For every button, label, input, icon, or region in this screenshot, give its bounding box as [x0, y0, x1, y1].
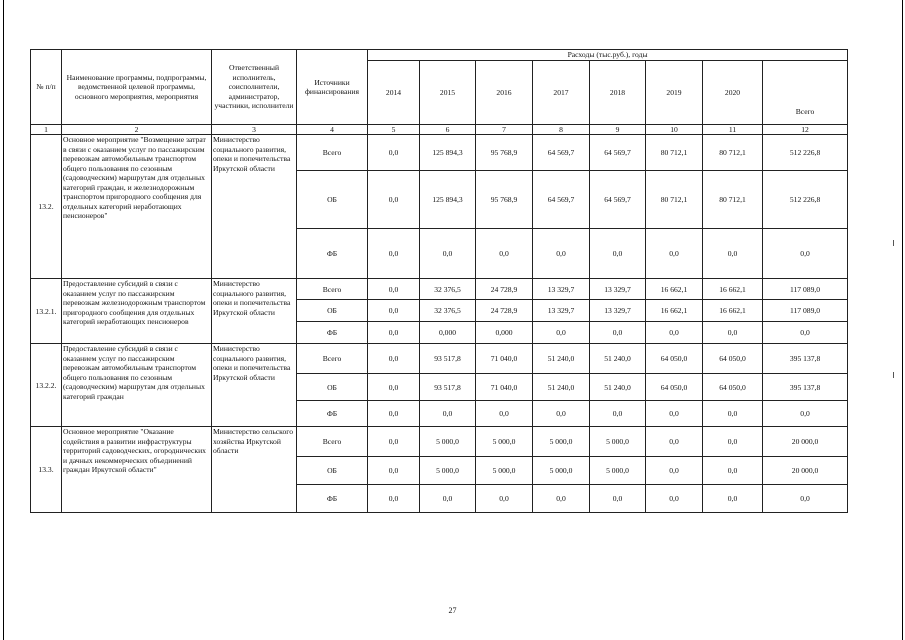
- column-index: 1: [31, 125, 62, 135]
- value-cell: 5 000,0: [590, 457, 646, 485]
- funding-source: ФБ: [297, 229, 368, 279]
- funding-source: Всего: [297, 427, 368, 457]
- table-row: [31, 135, 848, 171]
- value-cell: 5 000,0: [476, 427, 533, 457]
- funding-source: ФБ: [297, 401, 368, 427]
- value-cell: 80 712,1: [646, 171, 703, 229]
- value-cell: 51 240,0: [533, 344, 590, 374]
- value-cell: 64 569,7: [533, 135, 590, 171]
- value-cell: 0,0: [476, 401, 533, 427]
- table-row: [31, 279, 848, 300]
- header-year: 2018: [590, 61, 646, 125]
- value-cell: 20 000,0: [763, 457, 848, 485]
- value-cell: 5 000,0: [533, 427, 590, 457]
- value-cell: 0,0: [763, 401, 848, 427]
- value-cell: 0,0: [703, 457, 763, 485]
- header-name: Наименование программы, подпрограммы, ведомственной целевой программы, основного мероприятия, мероприятия: [62, 50, 212, 125]
- value-cell: 13 329,7: [590, 300, 646, 322]
- row-responsible: Министерство социального развития, опеки и попечительства Иркутской области: [212, 279, 297, 344]
- value-cell: 64 569,7: [590, 171, 646, 229]
- value-cell: 16 662,1: [646, 279, 703, 300]
- header-year: 2019: [646, 61, 703, 125]
- value-cell: 64 050,0: [703, 344, 763, 374]
- value-cell: 13 329,7: [533, 300, 590, 322]
- funding-source: ОБ: [297, 457, 368, 485]
- row-responsible: Министерство социального развития, опеки и попечительства Иркутской области: [212, 344, 297, 427]
- value-cell: 0,0: [420, 229, 476, 279]
- scan-margin-mark: [893, 240, 894, 246]
- value-cell: 13 329,7: [533, 279, 590, 300]
- value-cell: 80 712,1: [703, 171, 763, 229]
- value-cell: 64 569,7: [590, 135, 646, 171]
- value-cell: 0,0: [368, 322, 420, 344]
- value-cell: 0,0: [420, 401, 476, 427]
- value-cell: 93 517,8: [420, 374, 476, 401]
- value-cell: 5 000,0: [476, 457, 533, 485]
- value-cell: 95 768,9: [476, 171, 533, 229]
- header-responsible: Ответственный исполнитель, соисполнители, администратор, участники, исполнители: [212, 50, 297, 125]
- value-cell: 0,0: [763, 229, 848, 279]
- value-cell: 0,0: [646, 427, 703, 457]
- row-number: 13.2.1.: [31, 279, 62, 344]
- value-cell: 51 240,0: [533, 374, 590, 401]
- value-cell: 64 050,0: [646, 344, 703, 374]
- value-cell: 0,0: [368, 374, 420, 401]
- value-cell: 0,0: [368, 229, 420, 279]
- value-cell: 125 894,3: [420, 135, 476, 171]
- value-cell: 0,0: [533, 322, 590, 344]
- value-cell: 0,0: [646, 457, 703, 485]
- row-number: 13.3.: [31, 427, 62, 513]
- value-cell: 64 050,0: [646, 374, 703, 401]
- column-index: 9: [590, 125, 646, 135]
- value-cell: 0,0: [368, 401, 420, 427]
- value-cell: 64 050,0: [703, 374, 763, 401]
- value-cell: 24 728,9: [476, 279, 533, 300]
- table-row: [31, 344, 848, 374]
- scan-left-border: [3, 0, 4, 640]
- value-cell: 16 662,1: [646, 300, 703, 322]
- header-year: 2020: [703, 61, 763, 125]
- row-title: Основное мероприятие "Оказание содействия в развитии инфраструктуры территорий садоводческих, огороднических и дачных некоммерческих объединений граждан Иркутской области": [62, 427, 212, 513]
- column-index: 3: [212, 125, 297, 135]
- value-cell: 0,0: [476, 485, 533, 513]
- value-cell: 51 240,0: [590, 374, 646, 401]
- row-number: 13.2.2.: [31, 344, 62, 427]
- value-cell: 64 569,7: [533, 171, 590, 229]
- header-source: Источники финансирования: [297, 50, 368, 125]
- value-cell: 0,0: [476, 229, 533, 279]
- value-cell: 20 000,0: [763, 427, 848, 457]
- column-index: 8: [533, 125, 590, 135]
- header-year: 2016: [476, 61, 533, 125]
- value-cell: 5 000,0: [533, 457, 590, 485]
- value-cell: 395 137,8: [763, 374, 848, 401]
- row-title: Предоставление субсидий в связи с оказанием услуг по пассажирским перевозкам автомобильным транспортом общего пользования по сезонным (садоводческим) маршрутам для отдельных категорий граждан: [62, 344, 212, 427]
- value-cell: 512 226,8: [763, 171, 848, 229]
- value-cell: 0,0: [420, 485, 476, 513]
- column-index: 12: [763, 125, 848, 135]
- value-cell: 0,000: [420, 322, 476, 344]
- budget-table: [30, 49, 848, 513]
- row-responsible: Министерство социального развития, опеки и попечительства Иркутской области: [212, 135, 297, 279]
- value-cell: 0,0: [703, 401, 763, 427]
- row-number: 13.2.: [31, 135, 62, 279]
- column-index: 2: [62, 125, 212, 135]
- funding-source: ОБ: [297, 300, 368, 322]
- scan-right-border: [902, 0, 903, 640]
- value-cell: 13 329,7: [590, 279, 646, 300]
- value-cell: 0,0: [533, 229, 590, 279]
- value-cell: 24 728,9: [476, 300, 533, 322]
- value-cell: 0,0: [368, 344, 420, 374]
- value-cell: 5 000,0: [420, 457, 476, 485]
- header-num: № п/п: [31, 50, 62, 125]
- value-cell: 0,0: [590, 229, 646, 279]
- page-number: 27: [448, 606, 457, 615]
- header-expenses: Расходы (тыс.руб.), годы: [368, 50, 848, 61]
- value-cell: 0,0: [368, 279, 420, 300]
- column-index: 11: [703, 125, 763, 135]
- value-cell: 125 894,3: [420, 171, 476, 229]
- value-cell: 0,0: [368, 427, 420, 457]
- value-cell: 71 040,0: [476, 344, 533, 374]
- value-cell: 80 712,1: [703, 135, 763, 171]
- value-cell: 512 226,8: [763, 135, 848, 171]
- value-cell: 0,0: [703, 229, 763, 279]
- value-cell: 5 000,0: [420, 427, 476, 457]
- funding-source: ФБ: [297, 485, 368, 513]
- value-cell: 93 517,8: [420, 344, 476, 374]
- funding-source: ОБ: [297, 374, 368, 401]
- column-index-row: [31, 125, 848, 135]
- table-row: [31, 427, 848, 457]
- value-cell: 0,0: [763, 485, 848, 513]
- value-cell: 95 768,9: [476, 135, 533, 171]
- value-cell: 32 376,5: [420, 279, 476, 300]
- value-cell: 71 040,0: [476, 374, 533, 401]
- column-index: 4: [297, 125, 368, 135]
- header-year: 2015: [420, 61, 476, 125]
- funding-source: Всего: [297, 135, 368, 171]
- value-cell: 117 089,0: [763, 300, 848, 322]
- value-cell: 16 662,1: [703, 279, 763, 300]
- value-cell: 16 662,1: [703, 300, 763, 322]
- value-cell: 117 089,0: [763, 279, 848, 300]
- scan-margin-mark: [893, 372, 894, 378]
- value-cell: 0,0: [533, 401, 590, 427]
- header-year: 2017: [533, 61, 590, 125]
- funding-source: ФБ: [297, 322, 368, 344]
- value-cell: 0,0: [703, 485, 763, 513]
- value-cell: 0,0: [646, 229, 703, 279]
- value-cell: 0,0: [590, 401, 646, 427]
- column-index: 7: [476, 125, 533, 135]
- value-cell: 0,0: [763, 322, 848, 344]
- row-title: Основное мероприятие "Возмещение затрат в связи с оказанием услуг по пассажирским перевозкам автомобильным транспортом общего пользования по сезонным (садоводческим) маршрутам для отдельных категорий граждан, и железнодорожным транспортом пригородного сообщения для отдельных категорий неработающих пенсионеров": [62, 135, 212, 279]
- value-cell: 0,0: [703, 322, 763, 344]
- value-cell: 0,0: [646, 485, 703, 513]
- value-cell: 0,0: [703, 427, 763, 457]
- funding-source: Всего: [297, 344, 368, 374]
- column-index: 5: [368, 125, 420, 135]
- funding-source: ОБ: [297, 171, 368, 229]
- value-cell: 0,0: [646, 401, 703, 427]
- value-cell: 395 137,8: [763, 344, 848, 374]
- value-cell: 0,0: [368, 457, 420, 485]
- value-cell: 0,0: [590, 485, 646, 513]
- value-cell: 80 712,1: [646, 135, 703, 171]
- funding-source: Всего: [297, 279, 368, 300]
- column-index: 10: [646, 125, 703, 135]
- value-cell: 5 000,0: [590, 427, 646, 457]
- value-cell: 0,000: [476, 322, 533, 344]
- value-cell: 0,0: [590, 322, 646, 344]
- row-responsible: Министерство сельского хозяйства Иркутской области: [212, 427, 297, 513]
- value-cell: 0,0: [368, 171, 420, 229]
- value-cell: 51 240,0: [590, 344, 646, 374]
- value-cell: 0,0: [533, 485, 590, 513]
- value-cell: 0,0: [646, 322, 703, 344]
- column-index: 6: [420, 125, 476, 135]
- value-cell: 0,0: [368, 300, 420, 322]
- row-title: Предоставление субсидий в связи с оказанием услуг по пассажирским перевозкам железнодорожным транспортом пригородного сообщения для отдельных категорий неработающих пенсионеров: [62, 279, 212, 344]
- value-cell: 32 376,5: [420, 300, 476, 322]
- value-cell: 0,0: [368, 485, 420, 513]
- header-total: Всего: [763, 61, 848, 125]
- value-cell: 0,0: [368, 135, 420, 171]
- header-year: 2014: [368, 61, 420, 125]
- header-row: [31, 50, 848, 61]
